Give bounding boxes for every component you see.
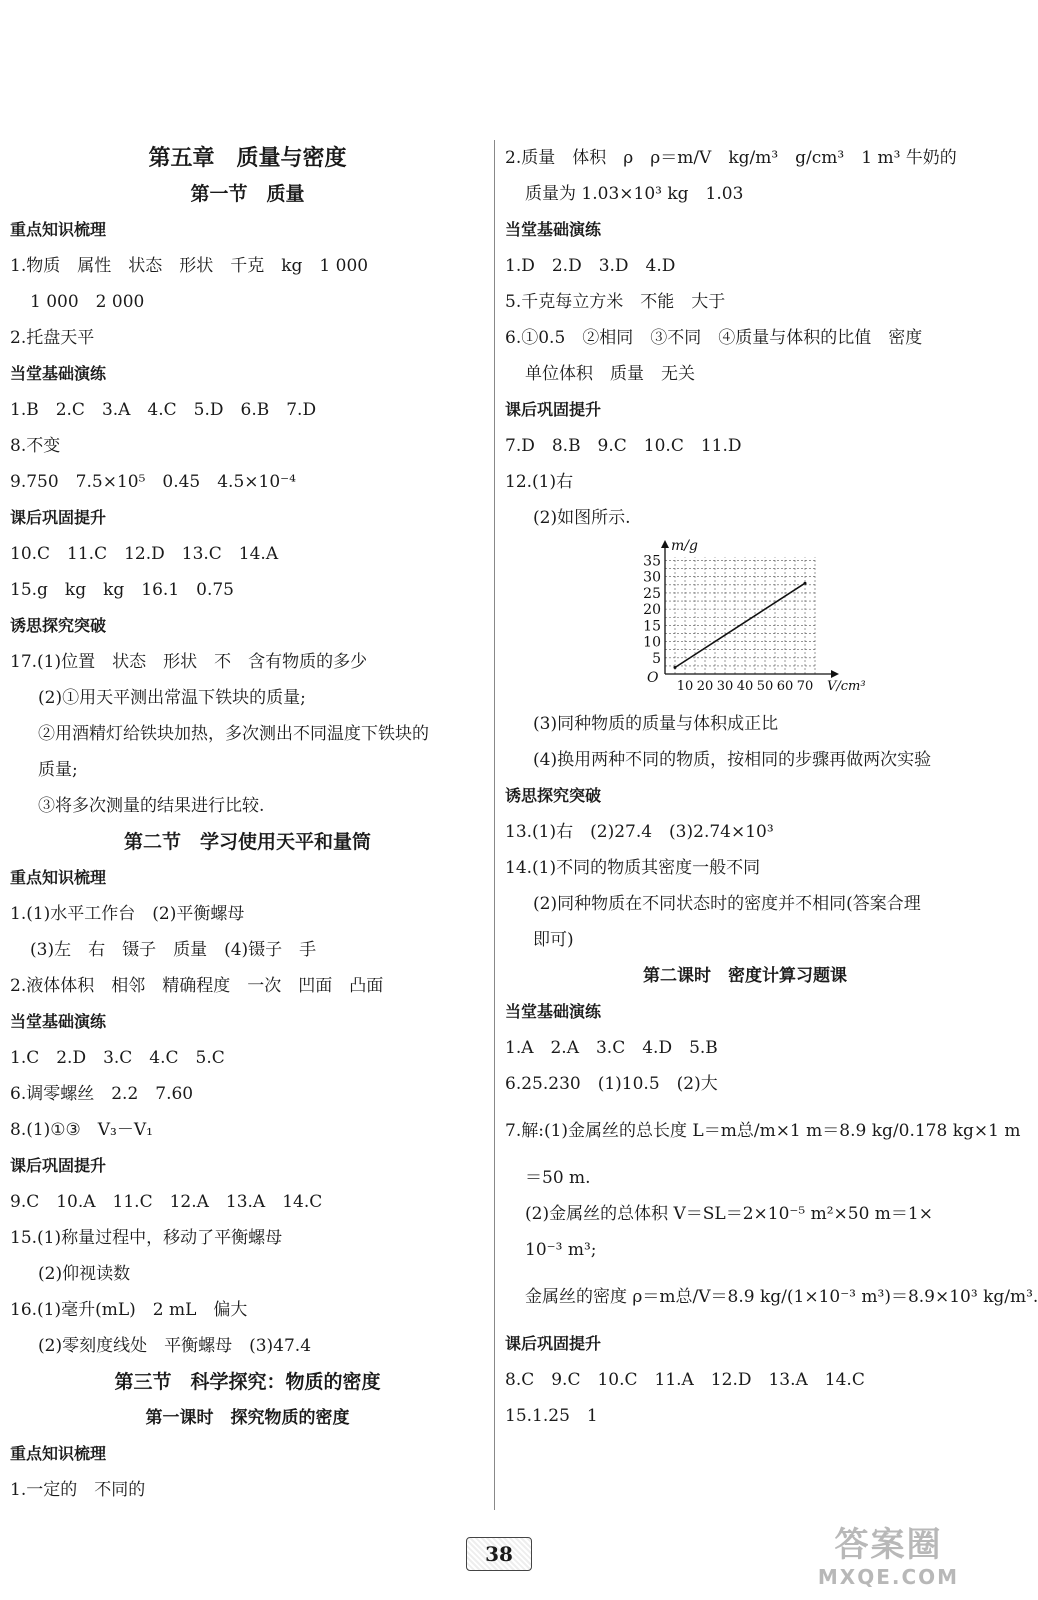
answer-line: 2.液体体积 相邻 精确程度 一次 凹面 凸面 bbox=[10, 976, 384, 996]
category-heading: 重点知识梳理 bbox=[10, 220, 107, 239]
answer-line: (2)①用天平测出常温下铁块的质量; bbox=[38, 688, 306, 708]
x-tick-label: 20 bbox=[696, 679, 714, 694]
answer-line: ②用酒精灯给铁块加热，多次测出不同温度下铁块的 bbox=[38, 724, 429, 744]
answer-line: 1.物质 属性 状态 形状 千克 kg 1 000 bbox=[10, 256, 369, 276]
answer-line: 14.(1)不同的物质其密度一般不同 bbox=[505, 858, 761, 878]
category-heading: 课后巩固提升 bbox=[505, 400, 602, 419]
x-tick-label: 10 bbox=[676, 679, 694, 694]
answer-line: (2)同种物质在不同状态时的密度并不相同(答案合理 bbox=[533, 894, 921, 914]
answer-line: 2.质量 体积 ρ ρ＝m/V kg/m³ g/cm³ 1 m³ 牛奶的 bbox=[505, 148, 957, 168]
answer-line: 1.A 2.A 3.C 4.D 5.B bbox=[505, 1038, 718, 1058]
graph-svg bbox=[625, 536, 866, 706]
answer-line: (4)换用两种不同的物质，按相同的步骤再做两次实验 bbox=[533, 750, 932, 770]
answer-line: 10⁻³ m³; bbox=[525, 1240, 597, 1260]
x-tick-label: 60 bbox=[776, 679, 794, 694]
category-heading: 当堂基础演练 bbox=[505, 220, 602, 239]
category-heading: 课后巩固提升 bbox=[10, 1156, 107, 1175]
answer-line: 8.不变 bbox=[10, 436, 61, 456]
answer-line: 9.750 7.5×10⁵ 0.45 4.5×10⁻⁴ bbox=[10, 472, 296, 492]
answer-line: 13.(1)右 (2)27.4 (3)2.74×10³ bbox=[505, 822, 774, 842]
mass-volume-graph bbox=[505, 536, 985, 706]
y-tick-label: 25 bbox=[643, 585, 661, 602]
category-heading: 课后巩固提升 bbox=[10, 508, 107, 527]
answer-line: 2.托盘天平 bbox=[10, 328, 95, 348]
answer-line: 1.B 2.C 3.A 4.C 5.D 6.B 7.D bbox=[10, 400, 317, 420]
answer-line: (3)同种物质的质量与体积成正比 bbox=[533, 714, 779, 734]
answer-line: (2)仰视读数 bbox=[38, 1264, 131, 1284]
x-tick-label: 70 bbox=[796, 679, 814, 694]
answer-line: 7.D 8.B 9.C 10.C 11.D bbox=[505, 436, 742, 456]
watermark-logo bbox=[796, 1525, 981, 1593]
answer-line: (2)如图所示. bbox=[533, 508, 631, 528]
answer-line: 1.一定的 不同的 bbox=[10, 1480, 146, 1500]
x-axis-arrow bbox=[831, 670, 839, 678]
answer-line: ＝50 m. bbox=[525, 1168, 591, 1188]
answer-line: 15.g kg kg 16.1 0.75 bbox=[10, 580, 234, 600]
y-tick-label: 30 bbox=[643, 569, 661, 586]
x-axis-label: V/cm³ bbox=[827, 679, 866, 694]
answer-line: 10.C 11.C 12.D 13.C 14.A bbox=[10, 544, 279, 564]
answer-line: 即可) bbox=[533, 930, 574, 950]
answer-line: 16.(1)毫升(mL) 2 mL 偏大 bbox=[10, 1300, 248, 1320]
answer-line: 8.C 9.C 10.C 11.A 12.D 13.A 14.C bbox=[505, 1370, 865, 1390]
category-heading: 诱思探究突破 bbox=[10, 616, 107, 635]
answer-line: 8.(1)①③ V₃－V₁ bbox=[10, 1120, 153, 1140]
answer-line: (3)左 右 镊子 质量 (4)镊子 手 bbox=[30, 940, 317, 960]
watermark-line2: MXQE.COM bbox=[817, 1565, 960, 1589]
chapter-title: 第五章 质量与密度 bbox=[148, 145, 347, 171]
answer-line: ③将多次测量的结果进行比较. bbox=[38, 796, 265, 816]
answer-line: 1 000 2 000 bbox=[30, 292, 145, 312]
category-heading: 当堂基础演练 bbox=[505, 1002, 602, 1021]
y-tick-label: 5 bbox=[652, 650, 661, 667]
answer-line: 7.解:(1)金属丝的总长度 L＝m总/m×1 m＝8.9 kg/0.178 kg×1 m bbox=[505, 1121, 1021, 1141]
answer-line: 5.千克每立方米 不能 大于 bbox=[505, 292, 726, 312]
category-heading: 当堂基础演练 bbox=[10, 364, 107, 383]
y-tick-label: 10 bbox=[643, 634, 661, 651]
section-title: 第二节 学习使用天平和量筒 bbox=[123, 831, 371, 853]
answer-line: 金属丝的密度 ρ＝m总/V＝8.9 kg/(1×10⁻³ m³)＝8.9×10³ kg/m³. bbox=[525, 1287, 1038, 1307]
answer-line: 1.D 2.D 3.D 4.D bbox=[505, 256, 676, 276]
answer-line: 1.C 2.D 3.C 4.C 5.C bbox=[10, 1048, 225, 1068]
y-axis-arrow bbox=[661, 540, 669, 548]
data-point bbox=[674, 666, 677, 669]
x-tick-label: 40 bbox=[736, 679, 754, 694]
category-heading: 诱思探究突破 bbox=[505, 786, 602, 805]
section-title: 第三节 科学探究：物质的密度 bbox=[114, 1371, 381, 1393]
answer-line: 9.C 10.A 11.C 12.A 13.A 14.C bbox=[10, 1192, 323, 1212]
answer-line: (2)金属丝的总体积 V＝SL＝2×10⁻⁵ m²×50 m＝1× bbox=[525, 1204, 933, 1224]
category-heading: 重点知识梳理 bbox=[10, 868, 107, 887]
y-tick-label: 15 bbox=[643, 618, 661, 635]
answer-line: 6.①0.5 ②相同 ③不同 ④质量与体积的比值 密度 bbox=[505, 328, 923, 348]
answer-line: (2)零刻度线处 平衡螺母 (3)47.4 bbox=[38, 1336, 312, 1356]
answer-line: 单位体积 质量 无关 bbox=[525, 364, 695, 384]
answer-line: 质量; bbox=[38, 760, 78, 780]
y-tick-label: 35 bbox=[643, 553, 661, 570]
answer-line: 6.25.230 (1)10.5 (2)大 bbox=[505, 1074, 718, 1094]
answer-line: 1.(1)水平工作台 (2)平衡螺母 bbox=[10, 904, 245, 924]
x-tick-label: 50 bbox=[756, 679, 774, 694]
answer-line: 17.(1)位置 状态 形状 不 含有物质的多少 bbox=[10, 652, 368, 672]
category-heading: 重点知识梳理 bbox=[10, 1444, 107, 1463]
category-heading: 当堂基础演练 bbox=[10, 1012, 107, 1031]
watermark-line1: 答案圈 bbox=[834, 1525, 943, 1565]
y-axis-label: m/g bbox=[671, 538, 698, 554]
lesson-title: 第一课时 探究物质的密度 bbox=[145, 1408, 350, 1428]
left-column bbox=[10, 140, 485, 1508]
right-column bbox=[505, 140, 1038, 1434]
section-title: 第一节 质量 bbox=[190, 183, 305, 205]
column-divider bbox=[494, 140, 495, 1510]
y-tick-label: 20 bbox=[643, 602, 661, 619]
origin-label: O bbox=[647, 670, 659, 686]
answer-line: 15.1.25 1 bbox=[505, 1406, 598, 1426]
lesson-title: 第二课时 密度计算习题课 bbox=[643, 966, 847, 986]
page-number: 38 bbox=[466, 1537, 532, 1571]
answer-line: 15.(1)称量过程中，移动了平衡螺母 bbox=[10, 1228, 283, 1248]
answer-line: 质量为 1.03×10³ kg 1.03 bbox=[525, 184, 744, 204]
category-heading: 课后巩固提升 bbox=[505, 1334, 602, 1353]
answer-line: 12.(1)右 bbox=[505, 472, 574, 492]
x-tick-label: 30 bbox=[716, 679, 734, 694]
data-point bbox=[804, 582, 807, 585]
answer-line: 6.调零螺丝 2.2 7.60 bbox=[10, 1084, 194, 1104]
